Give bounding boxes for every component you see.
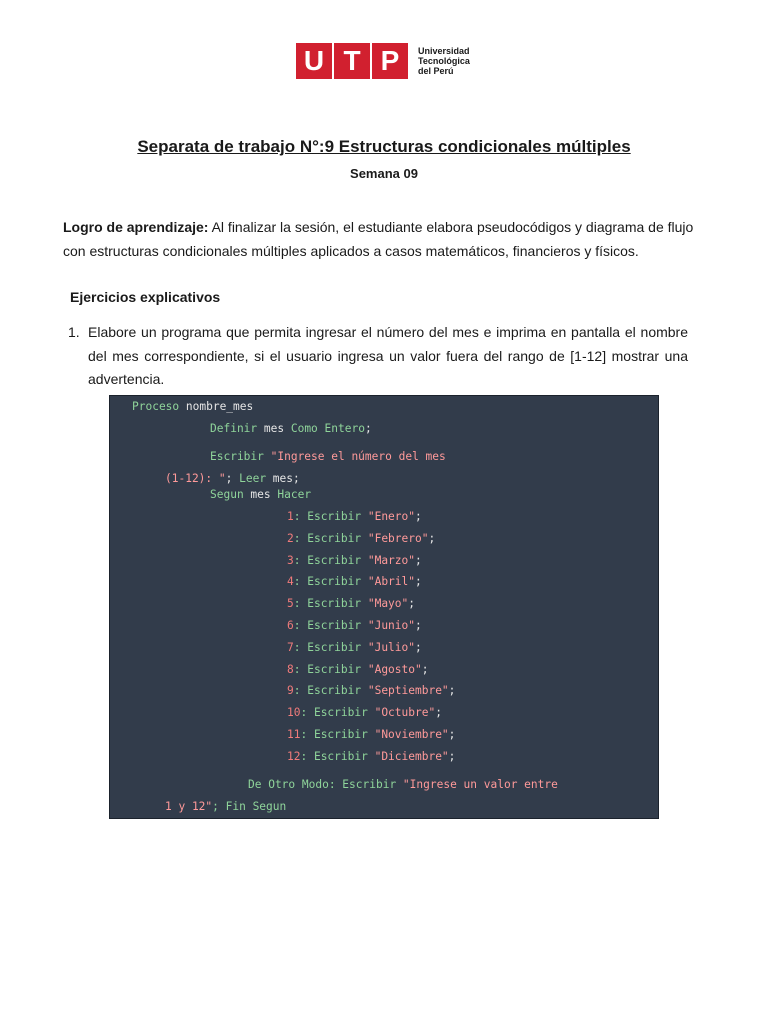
code-line-case: 2: Escribir "Febrero"; <box>287 531 436 545</box>
code-line-case: 5: Escribir "Mayo"; <box>287 597 416 611</box>
code-line: Definir mes Como Entero; <box>210 422 372 435</box>
code-line-case: 9: Escribir "Septiembre"; <box>287 684 456 698</box>
code-line-case: 10: Escribir "Octubre"; <box>287 706 442 720</box>
logo-letter: U <box>296 43 332 79</box>
code-line-case: 11: Escribir "Noviembre"; <box>287 728 456 741</box>
code-line-case: 4: Escribir "Abril"; <box>287 575 422 589</box>
exercise-item <box>68 321 688 392</box>
code-line: Segun mes Hacer <box>210 488 312 501</box>
logo-wordmark: Universidad Tecnológica del Perú <box>418 46 470 76</box>
code-line: Proceso nombre_mes <box>132 400 254 413</box>
code-block <box>109 395 659 819</box>
code-line-case: 8: Escribir "Agosto"; <box>287 662 429 676</box>
learning-goal-label: Logro de aprendizaje: <box>63 219 209 235</box>
learning-goal <box>63 215 713 263</box>
learning-goal-text: Al finalizar la sesión, el estudiante elabora pseudocódigos y diagrama de flujo con estructuras condicionales múltiples aplicados a casos matemáticos, financieros y físicos. <box>63 219 694 259</box>
logo-letter: P <box>372 43 408 79</box>
code-line-case: 12: Escribir "Diciembre"; <box>287 749 456 763</box>
code-line: 1 y 12"; Fin Segun <box>165 800 287 813</box>
code-line: Escribir "Ingrese el número del mes <box>210 450 446 463</box>
exercise-number: 1. <box>68 324 80 340</box>
logo-letter: T <box>334 43 370 79</box>
page-title: Separata de trabajo N°:9 Estructuras condicionales múltiples <box>137 137 631 156</box>
section-title: Ejercicios explicativos <box>70 289 221 305</box>
code-line: (1-12): "; Leer mes; <box>165 472 300 485</box>
code-line: De Otro Modo: Escribir "Ingrese un valor entre <box>248 778 558 791</box>
page-subtitle: Semana 09 <box>350 166 418 181</box>
code-line-case: 1: Escribir "Enero"; <box>287 510 422 523</box>
code-line-case: 6: Escribir "Junio"; <box>287 619 422 632</box>
utp-logo <box>296 43 470 79</box>
code-line-case: 3: Escribir "Marzo"; <box>287 553 422 567</box>
exercise-text: Elabore un programa que permita ingresar el número del mes e imprima en pantalla el nombre del mes correspondiente, si el usuario ingresa un valor fuera del rango de [1-12] mostrar una advertencia. <box>88 324 688 387</box>
code-line-case: 7: Escribir "Julio"; <box>287 640 422 654</box>
